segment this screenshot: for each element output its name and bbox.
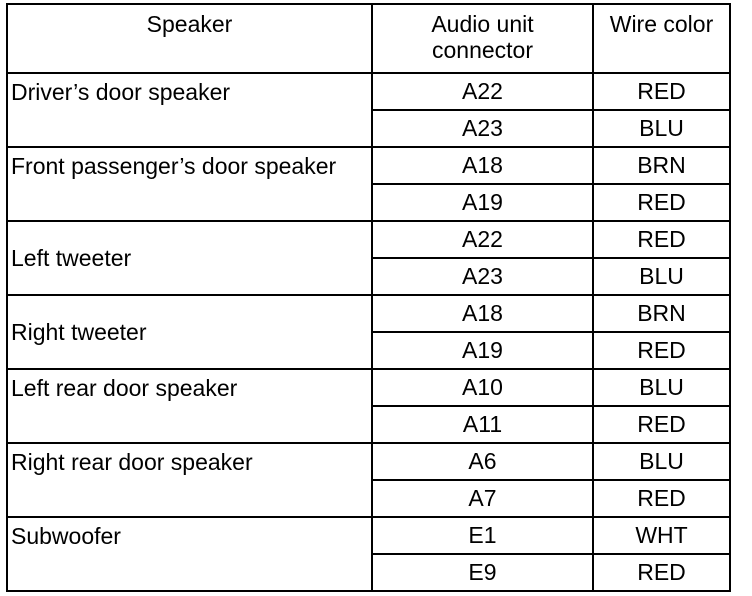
speaker-wiring-table — [6, 3, 731, 592]
connector-cell: A11 — [372, 406, 593, 443]
connector-cell: A19 — [372, 184, 593, 221]
wire-color-cell: RED — [593, 406, 730, 443]
wire-color-column-header: Wire color — [593, 4, 730, 73]
connector-cell: A22 — [372, 221, 593, 258]
speaker-name-cell: Front passenger’s door speaker — [7, 147, 372, 221]
wire-color-cell: BLU — [593, 443, 730, 480]
table-body — [7, 73, 730, 591]
header-row — [7, 4, 730, 73]
connector-cell: E1 — [372, 517, 593, 554]
speaker-name-cell: Subwoofer — [7, 517, 372, 591]
wire-color-cell: RED — [593, 480, 730, 517]
speaker-name-cell: Driver’s door speaker — [7, 73, 372, 147]
speaker-column-header: Speaker — [7, 4, 372, 73]
wire-color-cell: BLU — [593, 258, 730, 295]
speaker-name-cell: Right rear door speaker — [7, 443, 372, 517]
connector-cell: A22 — [372, 73, 593, 110]
table-row — [7, 73, 730, 110]
table-row — [7, 295, 730, 332]
connector-cell: A6 — [372, 443, 593, 480]
connector-header-line-2: connector — [431, 37, 533, 64]
connector-cell: A19 — [372, 332, 593, 369]
wire-color-cell: RED — [593, 554, 730, 591]
wire-color-cell: WHT — [593, 517, 730, 554]
connector-cell: A18 — [372, 295, 593, 332]
connector-cell: A23 — [372, 258, 593, 295]
connector-column-header — [372, 4, 593, 73]
speaker-name-cell: Left tweeter — [7, 221, 372, 295]
wire-color-cell: BLU — [593, 369, 730, 406]
table-row — [7, 147, 730, 184]
table-row — [7, 369, 730, 406]
wire-color-cell: BRN — [593, 147, 730, 184]
wire-color-cell: RED — [593, 221, 730, 258]
speaker-name-cell: Left rear door speaker — [7, 369, 372, 443]
connector-cell: A10 — [372, 369, 593, 406]
table-header — [7, 4, 730, 73]
table-row — [7, 221, 730, 258]
speaker-name-cell: Right tweeter — [7, 295, 372, 369]
wire-color-cell: RED — [593, 184, 730, 221]
connector-cell: A7 — [372, 480, 593, 517]
wire-color-cell: BRN — [593, 295, 730, 332]
table-row — [7, 443, 730, 480]
connector-cell: A18 — [372, 147, 593, 184]
connector-header-line-1: Audio unit — [431, 11, 534, 37]
connector-cell: A23 — [372, 110, 593, 147]
wire-color-cell: RED — [593, 73, 730, 110]
wire-color-cell: BLU — [593, 110, 730, 147]
connector-cell: E9 — [372, 554, 593, 591]
wire-color-cell: RED — [593, 332, 730, 369]
table-row — [7, 517, 730, 554]
